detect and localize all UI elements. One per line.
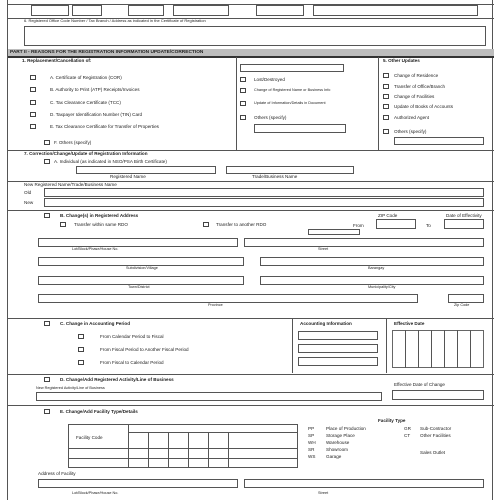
code-so-text: Sales Outlet (420, 450, 446, 455)
top-field-4[interactable] (173, 5, 229, 16)
checkbox-change-name[interactable] (240, 88, 246, 93)
section-correction-sub-a: A. Individual (as indicated in NSO/PSA Birth Certificate) (54, 159, 167, 164)
facility-address-field-1[interactable] (38, 479, 238, 488)
code-sr: SR (308, 447, 315, 452)
others-b-field[interactable] (254, 124, 346, 133)
accounting-field-1[interactable] (298, 331, 378, 340)
section-c-col3: Effective Date (394, 321, 425, 326)
address-of-facility-label: Address of Facility (38, 471, 76, 476)
facility-code-label: Facility Code (76, 435, 103, 440)
trade-name-label: Trade/Business Name (252, 174, 298, 179)
effective-date-d-field[interactable] (392, 390, 484, 400)
top-note: 6. Registered Office Code Number / Tax Branch / Address as indicated in the Certificate of Registration (24, 18, 206, 23)
address-field-1[interactable] (38, 238, 238, 247)
code-sr-text: Showroom (326, 447, 348, 452)
checkbox-fiscal-to-cal[interactable] (78, 360, 84, 365)
code-pp: PP (308, 426, 315, 431)
checkbox-c-2[interactable] (383, 84, 389, 89)
item-b-1: Lost/Destroyed (254, 77, 285, 82)
part-2-col-a-header: 1. Replacement/Cancellation of: (22, 58, 92, 63)
address-label-1: Lot/Block/Phase/House No. (72, 247, 119, 251)
bus-field-old-label: Old (24, 190, 32, 195)
address-field-5[interactable] (38, 276, 244, 285)
code-sp-text: Storage Place (326, 433, 355, 438)
section-b-title: B. Change(s) in Registered Address (60, 213, 139, 218)
code-ws-text: Garage (326, 454, 342, 459)
item-a-6: F. Others (specify) (54, 140, 92, 145)
top-field-1[interactable] (31, 5, 69, 16)
code-gr: GR (404, 426, 411, 431)
checkbox-fiscal-to-fiscal[interactable] (78, 347, 84, 352)
opt-fiscal-to-cal: From Fiscal to Calendar Period (100, 360, 164, 365)
transfer-same-rdo-label: Transfer within same RDO (74, 222, 128, 227)
registered-name-label: Registered Name (110, 174, 146, 179)
bus-name-label: New Registered Name/Trade/Business Name (24, 182, 117, 187)
registered-name-field[interactable] (76, 166, 216, 174)
top-field-2[interactable] (72, 5, 102, 16)
section-c-col2: Accounting Information (300, 321, 352, 326)
code-wh: WH (308, 440, 316, 445)
checkbox-atp[interactable] (30, 87, 36, 92)
others-c-field[interactable] (394, 137, 484, 145)
section-d-field-label: New Registered Activity/Line of Business (36, 386, 105, 390)
address-label-2: Street (318, 247, 329, 251)
bus-name-old-field[interactable] (44, 188, 484, 197)
checkbox-cor[interactable] (30, 75, 36, 80)
address-label-8: Zip Code (454, 303, 470, 307)
item-b-4: Others (specify) (254, 115, 287, 120)
checkbox-lost[interactable] (240, 77, 246, 82)
address-label-3: Subdivision/Village (126, 266, 158, 270)
code-ct-text: Other Facilities (420, 433, 451, 438)
opt-fiscal-to-fiscal: From Fiscal Period to Another Fiscal Period (100, 347, 189, 352)
facility-table (68, 424, 298, 468)
top-field-5[interactable] (256, 5, 304, 16)
date-field[interactable] (444, 219, 484, 229)
checkbox-c-5[interactable] (383, 115, 389, 120)
checkbox-others-a[interactable] (44, 140, 50, 145)
item-c-5: Authorized Agent (394, 115, 429, 120)
facility-address-field-2[interactable] (244, 479, 484, 488)
checkbox-c-6[interactable] (383, 129, 389, 134)
top-field-6[interactable] (313, 5, 478, 16)
top-address-field[interactable] (24, 26, 486, 46)
checkbox-tcc[interactable] (30, 100, 36, 105)
checkbox-tin-card[interactable] (30, 112, 36, 117)
address-field-4[interactable] (260, 257, 484, 266)
part-2-col-c-header: 5. Other Updates (383, 58, 420, 63)
address-field-6[interactable] (260, 276, 484, 285)
checkbox-change-address[interactable] (44, 213, 50, 218)
item-a-2: B. Authority to Print (ATP) Receipts/Invoices (50, 87, 140, 92)
code-ct: CT (404, 433, 411, 438)
facility-address-label-1: Lot/Block/Phase/House No. (72, 491, 119, 495)
section-d-col2: Effective Date of Change (394, 382, 445, 387)
item-c-3: Change of Facilities (394, 94, 435, 99)
zip-from-field[interactable] (376, 219, 416, 229)
item-a-3: C. Tax Clearance Certificate (TCC) (50, 100, 121, 105)
accounting-field-3[interactable] (298, 357, 378, 366)
top-field-3[interactable] (128, 5, 164, 16)
section-c-title: C. Change in Accounting Period (60, 321, 131, 326)
registration-update-form (7, 0, 493, 500)
facility-type-subheader: Facility Type (378, 418, 406, 423)
checkbox-transfer-another-rdo[interactable] (203, 222, 209, 227)
checkbox-c-1[interactable] (383, 73, 389, 78)
address-label-4: Barangay (368, 266, 385, 270)
item-b-3: Update of Information/Details in Document (254, 101, 326, 105)
checkbox-others-b[interactable] (240, 115, 246, 120)
date-label: Date of Effectivity (446, 213, 482, 218)
transfer-another-rdo-label: Transfer to another RDO (216, 222, 267, 227)
item-b-2: Change of Registered Name or Business Info (254, 88, 331, 92)
opt-cal-to-fiscal: From Calendar Period to Fiscal (100, 334, 164, 339)
address-field-8[interactable] (448, 294, 484, 303)
to-label: To (426, 223, 431, 228)
trade-name-field[interactable] (226, 166, 354, 174)
address-field-3[interactable] (38, 257, 244, 266)
zip-label: ZIP Code (378, 213, 398, 218)
item-c-6: Others (specify) (394, 129, 427, 134)
address-label-7: Province (208, 303, 223, 307)
address-field-7[interactable] (38, 294, 418, 303)
line-of-business-field[interactable] (36, 392, 382, 401)
code-pp-text: Place of Production (326, 426, 366, 431)
item-a-1: A. Certificate of Registration (COR) (50, 75, 122, 80)
item-c-4: Update of Books of Accounts (394, 104, 453, 109)
checkbox-tcc-transfer[interactable] (30, 124, 36, 129)
checkbox-c-3[interactable] (383, 94, 389, 99)
address-label-6: Municipality/City (368, 285, 396, 289)
item-a-5: E. Tax Clearance Certificate for Transfer of Properties (50, 124, 159, 129)
address-field-2[interactable] (244, 238, 484, 247)
checkbox-update-info[interactable] (240, 101, 246, 106)
checkbox-accounting-period[interactable] (44, 321, 50, 326)
code-ws: WS (308, 454, 316, 459)
code-wh-text: Warehouse (326, 440, 350, 445)
checkbox-facility[interactable] (44, 409, 50, 414)
part-2-header: PART II - REASONS FOR THE REGISTRATION INFORMATION UPDATE/CORRECTION (8, 49, 494, 56)
item-a-4: D. Taxpayer Identification Number (TIN) Card (50, 112, 143, 117)
address-label-5: Town/District (128, 285, 150, 289)
checkbox-individual[interactable] (44, 159, 50, 164)
rdo-code-field[interactable] (308, 229, 360, 235)
checkbox-cal-to-fiscal[interactable] (78, 334, 84, 339)
checkbox-line-of-business[interactable] (44, 377, 50, 382)
section-d-title: D. Change/Add Registered Activity/Line of Business (60, 377, 174, 382)
checkbox-c-4[interactable] (383, 104, 389, 109)
code-gr-text: Sub-Contractor (420, 426, 452, 431)
code-sp: SP (308, 433, 315, 438)
facility-address-label-2: Street (318, 491, 329, 495)
item-c-1: Change of Residence (394, 73, 439, 78)
bus-name-new-field[interactable] (44, 198, 484, 207)
section-e-title: E. Change/Add Facility Type/Details (60, 409, 138, 414)
accounting-field-2[interactable] (298, 344, 378, 353)
section-correction-title: 7. Correction/Change/Update of Registration Information (24, 151, 148, 156)
item-c-2: Transfer of Office/Branch (394, 84, 446, 89)
checkbox-transfer-same-rdo[interactable] (60, 222, 66, 227)
bus-field-new-label: New (24, 200, 34, 205)
from-label: From (353, 223, 364, 228)
